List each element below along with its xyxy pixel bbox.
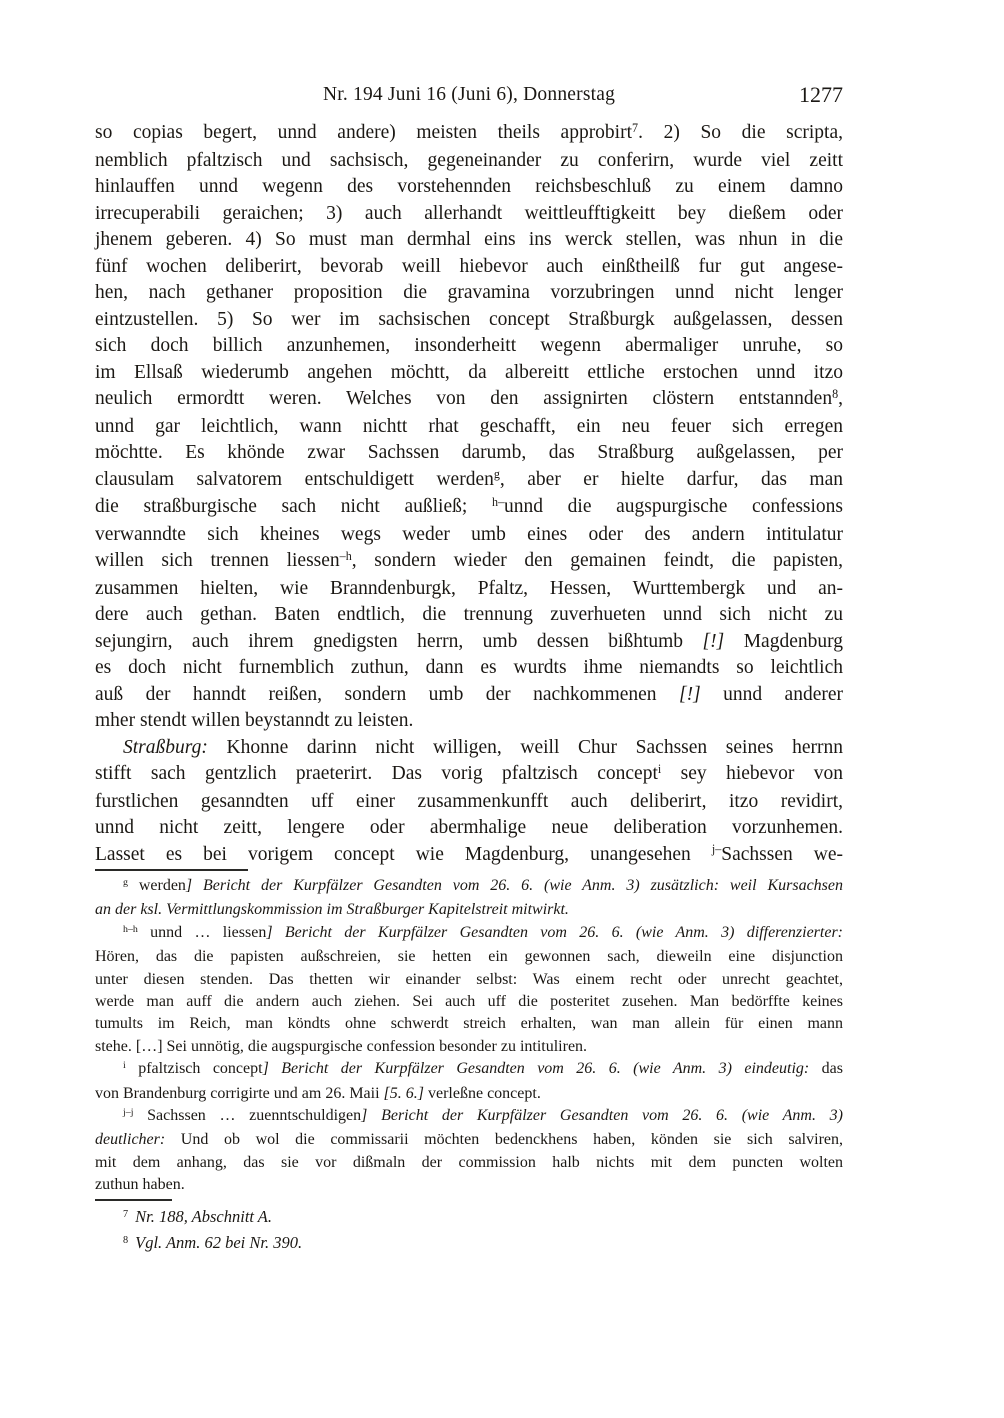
text-line — [95, 1036, 843, 1058]
text-segment: , sondern wieder den gemainen feindt, die papisten, — [351, 550, 843, 571]
text-segment: im Ellsaß wiederumb angehen möchtt, da albereitt ettliche erstochen unnd itzo — [95, 361, 843, 383]
running-header — [95, 82, 843, 110]
text-segment: auß der hanndt reißen, sondern umb der nachkommenen — [95, 683, 679, 705]
text-segment: clausulam salvatorem entschuldigett werden — [95, 468, 494, 490]
body-text — [95, 120, 843, 869]
footnote-reference: i — [657, 761, 662, 776]
text-line — [95, 414, 843, 441]
text-line — [95, 333, 843, 360]
text-segment: [!] — [679, 683, 701, 705]
text-segment: eintzustellen. 5) So wer im sachsischen concept Straßburgk außgelassen, dessen — [95, 308, 843, 330]
text-segment: deutlicher: — [95, 1131, 166, 1149]
text-segment: werden — [127, 877, 186, 894]
text-segment: zuthun haben. — [95, 1176, 185, 1194]
text-segment: so copias begert, unnd andere) meisten theils approbirt — [95, 122, 633, 143]
text-line — [95, 548, 843, 576]
footnote-reference: 8 — [832, 386, 839, 401]
text-segment: ] Bericht der Kurpfälzer Gesandten vom 26. 6. (wie Anm. 3) — [361, 1107, 843, 1125]
text-segment: willen sich trennen liessen — [95, 550, 340, 571]
text-segment: hinlauffen unnd wegenn des vorstehennden reichsbeschluß zu einem damno — [95, 176, 843, 197]
text-line — [95, 922, 843, 946]
text-line — [95, 227, 843, 254]
footnote-reference: –h — [339, 548, 352, 563]
text-segment: sejungirn, auch ihrem gnedigsten herrn, umb dessen bißhtumb — [95, 630, 703, 652]
text-segment: werde man auff die andern auch ziehen. Sei auch uff die posteritet zusehen. Man bedörffte keines — [95, 993, 843, 1011]
text-line — [95, 1105, 843, 1129]
text-segment: [!] — [702, 630, 725, 652]
text-segment: Lasset es bei vorigem concept wie Magdenburg, unangesehen — [95, 843, 712, 865]
text-segment: Vgl. Anm. 62 bei Nr. 390. — [135, 1233, 303, 1252]
text-segment: ] Bericht der Kurpfälzer Gesandten vom 26. 6. (wie Anm. 3) zusätzlich: weil Kursachsen — [185, 877, 843, 894]
text-segment: [5. 6.] — [383, 1084, 424, 1102]
text-line — [95, 969, 843, 991]
numbered-footnote-separator — [95, 1199, 172, 1201]
numbered-footnotes — [95, 1205, 843, 1257]
footnote-mark: 7 — [123, 1208, 129, 1220]
text-segment: zusammen hielten, wie Branndenburgk, Pfaltz, Hessen, Wurttembergk und an- — [95, 577, 843, 599]
text-line — [95, 576, 843, 603]
page-number: 1277 — [799, 82, 843, 107]
text-segment: furstlichen gesanndten uff einer zusammenkunfft auch deliberirt, itzo revidirt, — [95, 790, 843, 812]
text-line — [95, 655, 843, 682]
text-segment: pfaltzisch concept — [125, 1060, 263, 1078]
text-line — [95, 440, 843, 467]
text-segment: mit dem anhang, das sie vor dißmaln der commission halb nichts mit dem puncten wolten — [95, 1153, 843, 1171]
text-line — [95, 280, 843, 307]
text-segment: von Brandenburg corrigirte und am 26. Maii — [95, 1084, 384, 1102]
text-line — [95, 467, 843, 495]
text-segment: unnd gar leichtlich, wann nichtt rhat geschafft, ein neu feuer sich erregen — [95, 415, 843, 437]
footnote-mark: j–j — [123, 1107, 134, 1119]
text-segment: dere auch gethan. Baten endtlich, die trennung zuverhueten unnd sich nicht zu — [95, 604, 843, 625]
text-line — [95, 842, 843, 870]
text-segment: fünf wochen deliberirt, bevorab weill hiebevor auch einßtheilß fur gut angese- — [95, 255, 843, 277]
text-segment: tumults im Reich, man köndts ohne schwerdt streich erhalten, wan man allein für einen mann — [95, 1015, 843, 1033]
text-segment: , aber er hielte darfur, das man — [499, 468, 844, 490]
text-line — [95, 789, 843, 816]
text-segment: Khonne darinn nicht willigen, weill Chur Sachssen seines herrnn — [207, 736, 843, 758]
text-segment: es doch nicht furnemblich zuthun, dann es wurdts ihme niemandts so leichtlich — [95, 657, 843, 678]
text-line — [95, 1174, 843, 1196]
text-segment: mher stendt willen beystanndt zu leisten. — [95, 710, 414, 731]
text-line — [95, 494, 843, 522]
text-line — [95, 254, 843, 281]
text-segment: . 2) So die scripta, — [638, 122, 843, 143]
text-line — [95, 120, 843, 148]
text-line — [95, 708, 843, 735]
text-line — [95, 1058, 843, 1082]
text-line — [95, 682, 843, 709]
text-segment: möchtte. Es khönde zwar Sachssen darumb, das Straßburg außgelassen, per — [95, 442, 843, 463]
footnote-reference: 7 — [632, 120, 639, 135]
text-line — [95, 360, 843, 387]
text-segment: verwanndte sich kheines wegs weder umb eines oder des andern intitulatur — [95, 523, 843, 545]
footnote-mark: i — [123, 1060, 126, 1072]
text-line — [95, 875, 843, 899]
text-line — [95, 602, 843, 629]
text-line — [95, 629, 843, 656]
text-segment: stehe. […] Sei unnötig, die augspurgische confession besonder zu intituliren. — [95, 1037, 588, 1055]
lettered-footnotes — [95, 875, 843, 1197]
text-segment: unnd anderer — [700, 683, 844, 705]
footnote-mark: 8 — [123, 1234, 129, 1246]
text-segment: Straßburg: — [123, 736, 208, 758]
text-line — [95, 761, 843, 789]
footnote-reference: h– — [491, 494, 505, 509]
text-segment: die straßburgische sach nicht außließ; — [95, 496, 492, 517]
text-segment: hen, nach gethaner proposition die gravamina vorzubringen unnd nicht lenger — [95, 282, 843, 303]
text-segment: Sachssen … zuenntschuldigen — [133, 1107, 362, 1125]
text-line — [95, 1205, 843, 1231]
text-segment: stifft sach gentzlich praeterirt. Das vorig pfaltzisch concept — [95, 763, 658, 784]
text-segment: ] Bericht der Kurpfälzer Gesandten vom 26. 6. (wie Anm. 3) differenzierter: — [266, 923, 844, 941]
text-segment: sey hiebevor von — [661, 763, 843, 784]
footnote-mark: g — [123, 877, 128, 889]
text-segment: Hören, das die papisten außschreien, sie hetten ein gewonnen sach, dieweiln eine disjunction — [95, 948, 843, 966]
text-segment: unter diesen stenden. Das thetten wir einander selbst: Was einem recht oder unrecht geachtet, — [95, 970, 843, 988]
footnote-separator — [95, 869, 248, 871]
text-line — [95, 174, 843, 201]
text-line — [95, 735, 843, 762]
text-line — [95, 946, 843, 968]
text-line — [95, 815, 843, 842]
text-segment: unnd nicht zeitt, lengere oder abermhalige neue deliberation vorzunhemen. — [95, 817, 843, 838]
text-segment: jhenem geberen. 4) So must man dermhal eins ins werck stellen, was nhun in die — [95, 229, 843, 250]
text-segment: Sachssen we- — [721, 843, 844, 865]
text-line — [95, 1083, 843, 1105]
text-line — [95, 307, 843, 334]
text-segment: unnd … liessen — [137, 923, 267, 941]
text-line — [95, 522, 843, 549]
text-segment: irrecuperabili geraichen; 3) auch allerhandt weittleufftigkeitt bey dießem oder — [95, 202, 843, 224]
text-segment: Nr. 188, Abschnitt A. — [135, 1207, 273, 1226]
text-line — [95, 1013, 843, 1035]
text-segment: an der ksl. Vermittlungskommission im Straßburger Kapitelstreit mitwirkt. — [95, 901, 569, 919]
text-segment: ] Bericht der Kurpfälzer Gesandten vom 26. 6. (wie Anm. 3) eindeutig: — [262, 1060, 810, 1078]
text-line — [95, 899, 843, 921]
text-line — [95, 201, 843, 228]
text-line — [95, 991, 843, 1013]
text-segment: neulich ermordtt weren. Welches von den assignirten clöstern entstannden — [95, 388, 833, 409]
text-segment: das — [809, 1060, 844, 1078]
text-segment: Magdenburg — [724, 630, 843, 652]
text-line — [95, 1129, 843, 1151]
footnote-mark: h–h — [123, 923, 138, 935]
text-line — [95, 386, 843, 414]
footnote-reference: g — [493, 467, 500, 482]
text-segment: sich doch billich anzunhemen, insonderheitt wegenn abermaliger unruhe, so — [95, 335, 843, 356]
header-title: Nr. 194 Juni 16 (Juni 6), Donnerstag — [322, 84, 616, 105]
text-segment: verleßne concept. — [423, 1084, 541, 1102]
text-line — [95, 1231, 843, 1257]
text-line — [95, 148, 843, 175]
text-segment: Und ob wol die commissarii möchten bedenckhens haben, könden sie sich salviren, — [165, 1131, 843, 1149]
text-segment: unnd die augspurgische confessions — [504, 496, 844, 517]
footnote-reference: j– — [711, 842, 722, 857]
text-segment: nemblich pfaltzisch und sachsisch, gegeneinander zu conferirn, wurde viel zeitt — [95, 149, 843, 171]
text-segment: , — [838, 388, 843, 409]
text-line — [95, 1152, 843, 1174]
